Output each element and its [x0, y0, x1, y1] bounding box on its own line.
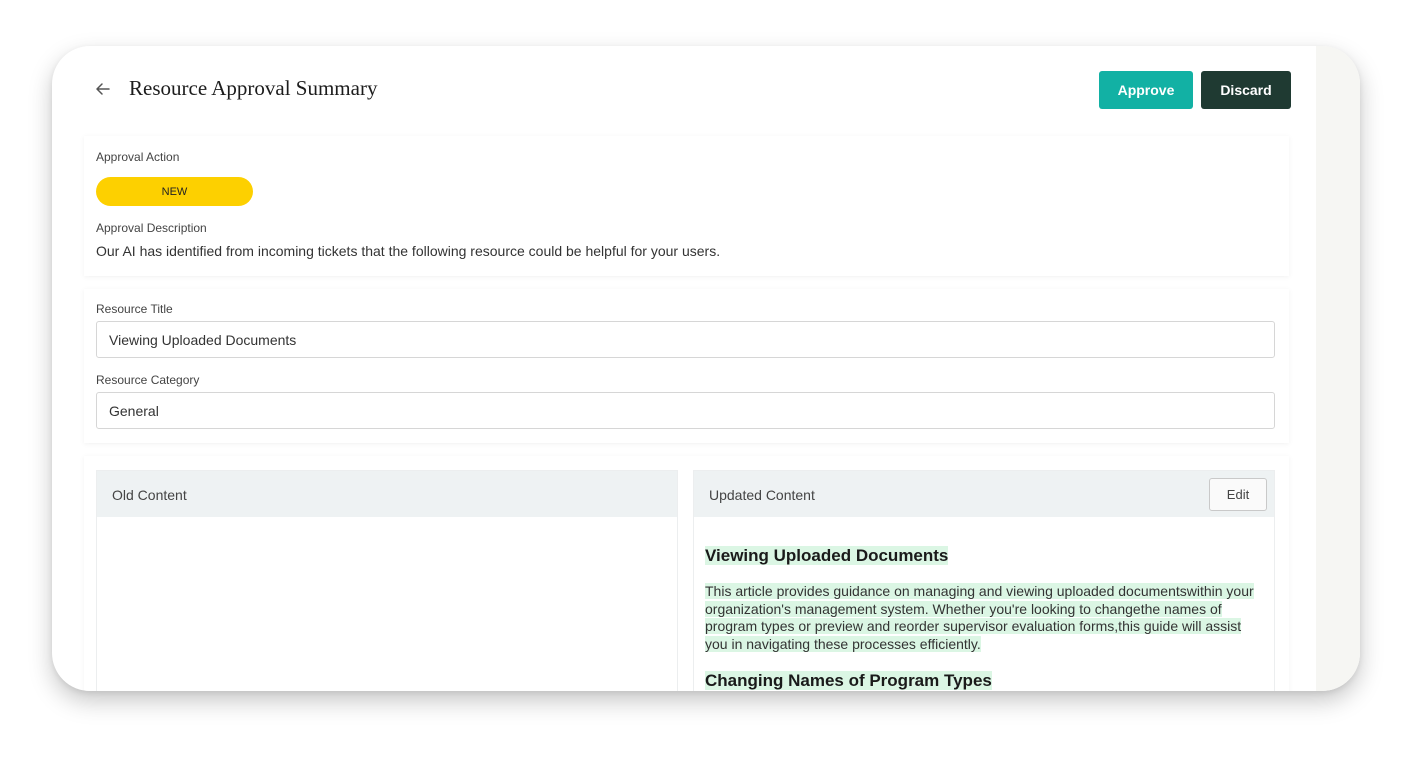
content-paragraph: This article provides guidance on managing and viewing uploaded documentswithin your organization's management system. Whether you're looking to changethe names of program types or preview and reorder supervisor evaluation forms,this guide will assist you in navigating these processes efficiently.: [705, 583, 1254, 652]
approval-description: Our AI has identified from incoming tickets that the following resource could be helpful for your users.: [96, 243, 721, 259]
status-badge: NEW: [96, 177, 253, 206]
edit-button[interactable]: Edit: [1209, 478, 1267, 511]
page-title: Resource Approval Summary: [129, 76, 378, 100]
approval-card: [84, 136, 1289, 276]
resource-title-input[interactable]: [96, 321, 1275, 358]
approval-action-label: Approval Action: [96, 150, 180, 164]
updated-content-label: Updated Content: [709, 487, 815, 503]
resource-category-input[interactable]: [96, 392, 1275, 429]
content-compare-card: [84, 456, 1289, 691]
updated-content-header: [694, 471, 1274, 517]
page-header: [52, 46, 1322, 134]
old-content-header: [97, 471, 677, 517]
arrow-left-icon[interactable]: [94, 80, 112, 98]
old-content-label: Old Content: [112, 487, 187, 503]
approval-description-label: Approval Description: [96, 221, 207, 235]
resource-category-label: Resource Category: [96, 373, 200, 387]
app-window: [52, 46, 1360, 691]
approve-button[interactable]: Approve: [1099, 71, 1193, 109]
old-content-panel: [96, 470, 678, 691]
content-subheading: Changing Names of Program Types: [705, 671, 992, 690]
updated-content-panel: [693, 470, 1275, 691]
resource-card: [84, 289, 1289, 443]
content-heading: Viewing Uploaded Documents: [705, 546, 949, 565]
right-side-strip: [1316, 46, 1360, 691]
resource-title-label: Resource Title: [96, 302, 173, 316]
discard-button[interactable]: Discard: [1201, 71, 1291, 109]
